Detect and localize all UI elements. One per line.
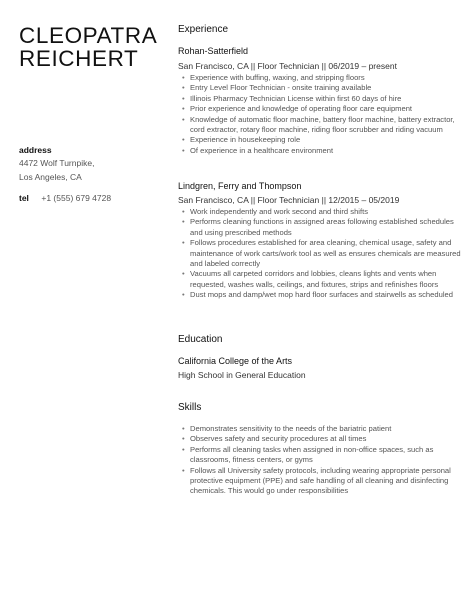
job-2-bullets — [178, 207, 462, 301]
skills-bullets — [178, 424, 462, 497]
job-1-bullets — [178, 73, 462, 156]
list-item: • Entry Level Floor Technician - onsite training available — [178, 83, 462, 93]
name-block — [19, 24, 169, 70]
education-heading: Education — [178, 334, 223, 345]
tel-label: tel — [19, 193, 29, 203]
address-label: address — [19, 145, 52, 155]
list-item: • Experience with buffing, waxing, and stripping floors — [178, 73, 462, 83]
list-item: • Knowledge of automatic floor machine, battery floor machine, battery extractor, cord extractor, rotary floor machine, riding floor scrubber and riding vacuum — [178, 115, 462, 136]
job-2-subtitle: San Francisco, CA || Floor Technician || 12/2015 – 05/2019 — [178, 195, 400, 205]
list-item: • Follows procedures established for area cleaning, chemical usage, safety and maintenance of work carts/work tool as well as ensures chemicals are measured and labeled correctly — [178, 238, 462, 269]
skills-heading: Skills — [178, 402, 202, 413]
list-item: • Follows all University safety protocols, including wearing appropriate personal protective equipment (PPE) and safe handling of all cleaning and disinfecting chemicals. This would go under responsibilities — [178, 466, 462, 497]
list-item: • Demonstrates sensitivity to the needs of the bariatric patient — [178, 424, 462, 434]
list-item: • Prior experience and knowledge of operating floor care equipment — [178, 104, 462, 114]
education-degree: High School in General Education — [178, 370, 306, 380]
job-1-subtitle: San Francisco, CA || Floor Technician || 06/2019 – present — [178, 61, 397, 71]
list-item: • Performs all cleaning tasks when assigned in non-office spaces, such as classrooms, fitness centers, or gyms — [178, 445, 462, 466]
list-item: • Performs cleaning functions in assigned areas following established schedules and using prescribed methods — [178, 217, 462, 238]
address-line-1: 4472 Wolf Turnpike, — [19, 158, 95, 168]
first-name: CLEOPATRA — [19, 23, 158, 48]
address-block — [19, 145, 169, 184]
address-line-2: Los Angeles, CA — [19, 172, 82, 182]
tel-row — [19, 193, 111, 203]
list-item: • Dust mops and damp/wet mop hard floor surfaces and stairwells as scheduled — [178, 290, 462, 300]
experience-heading: Experience — [178, 24, 229, 35]
list-item: • Vacuums all carpeted corridors and lobbies, cleans lights and vents when requested, washes walls, ceilings, and fixtures, strips and refinishes floors — [178, 269, 462, 290]
job-2-company: Lindgren, Ferry and Thompson — [178, 181, 302, 191]
list-item: • Illinois Pharmacy Technician License within first 60 days of hire — [178, 94, 462, 104]
tel-value: +1 (555) 679 4728 — [41, 193, 112, 203]
list-item: • Observes safety and security procedures at all times — [178, 434, 462, 444]
list-item: • Work independently and work second and third shifts — [178, 207, 462, 217]
job-1-company: Rohan-Satterfield — [178, 46, 249, 56]
list-item: • Experience in housekeeping role — [178, 135, 462, 145]
last-name: REICHERT — [19, 46, 139, 71]
education-school: California College of the Arts — [178, 356, 293, 366]
list-item: • Of experience in a healthcare environment — [178, 146, 462, 156]
